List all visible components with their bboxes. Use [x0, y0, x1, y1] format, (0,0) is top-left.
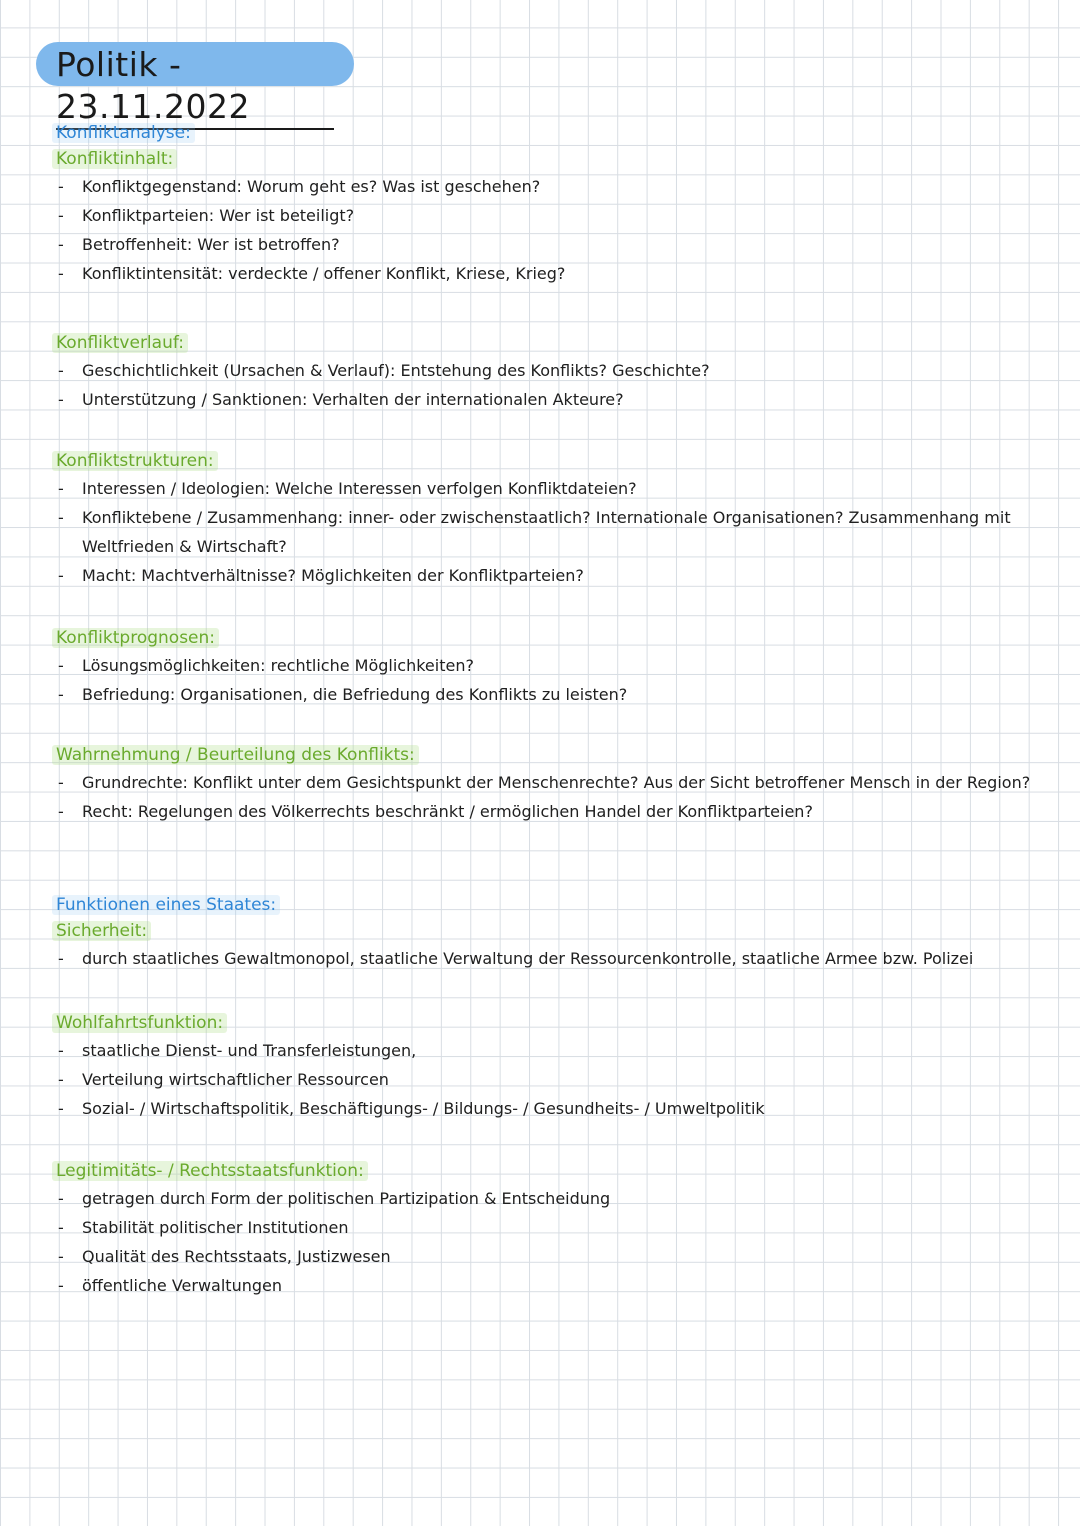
- list-item: - Qualität des Rechtsstaats, Justizwesen: [52, 1242, 1040, 1271]
- main-heading-funktionen: Funktionen eines Staates:: [52, 892, 1040, 918]
- page-title: Politik - 23.11.2022: [56, 44, 334, 130]
- section-konfliktprognosen: [52, 625, 1040, 709]
- section-konfliktverlauf: [52, 330, 1040, 414]
- list-item: - Konfliktintensität: verdeckte / offener Konflikt, Kriese, Krieg?: [52, 259, 1040, 288]
- list-item: - Geschichtlichkeit (Ursachen & Verlauf): Entstehung des Konflikts? Geschichte?: [52, 356, 1040, 385]
- list-item: - Konfliktparteien: Wer ist beteiligt?: [52, 201, 1040, 230]
- list-item: - Verteilung wirtschaftlicher Ressourcen: [52, 1065, 1040, 1094]
- list-konfliktstrukturen: [52, 474, 1040, 590]
- section-sicherheit: [52, 892, 1040, 973]
- title-block: [36, 42, 354, 126]
- list-item: - Betroffenheit: Wer ist betroffen?: [52, 230, 1040, 259]
- list-item: - durch staatliches Gewaltmonopol, staatliche Verwaltung der Ressourcenkontrolle, staatliche Armee bzw. Polizei: [52, 944, 1040, 973]
- list-wahrnehmung: [52, 768, 1040, 826]
- list-item: - Unterstützung / Sanktionen: Verhalten der internationalen Akteure?: [52, 385, 1040, 414]
- list-item: - Recht: Regelungen des Völkerrechts beschränkt / ermöglichen Handel der Konfliktparteien?: [52, 797, 1040, 826]
- list-rechtsstaatsfunktion: [52, 1184, 1040, 1300]
- list-konfliktprognosen: [52, 651, 1040, 709]
- list-item: - Interessen / Ideologien: Welche Interessen verfolgen Konfliktdateien?: [52, 474, 1040, 503]
- section-rechtsstaatsfunktion: [52, 1158, 1040, 1300]
- section-wohlfahrtsfunktion: [52, 1010, 1040, 1123]
- main-heading-konfliktanalyse: Konfliktanalyse:: [52, 120, 1040, 146]
- section-konfliktinhalt: [52, 120, 1040, 288]
- list-item: - öffentliche Verwaltungen: [52, 1271, 1040, 1300]
- list-item: - Stabilität politischer Institutionen: [52, 1213, 1040, 1242]
- list-item: - Sozial- / Wirtschaftspolitik, Beschäftigungs- / Bildungs- / Gesundheits- / Umweltpolitik: [52, 1094, 1040, 1123]
- list-item: - Macht: Machtverhältnisse? Möglichkeiten der Konfliktparteien?: [52, 561, 1040, 590]
- sub-heading-konfliktinhalt: Konfliktinhalt:: [52, 146, 1040, 172]
- section-wahrnehmung: [52, 742, 1040, 826]
- sub-heading-konfliktverlauf: Konfliktverlauf:: [52, 330, 1040, 356]
- title-highlight: [36, 42, 354, 126]
- list-item: - Konfliktgegenstand: Worum geht es? Was ist geschehen?: [52, 172, 1040, 201]
- sub-heading-rechtsstaatsfunktion: Legitimitäts- / Rechtsstaatsfunktion:: [52, 1158, 1040, 1184]
- list-item: - Lösungsmöglichkeiten: rechtliche Möglichkeiten?: [52, 651, 1040, 680]
- list-konfliktinhalt: [52, 172, 1040, 288]
- list-item: - Grundrechte: Konflikt unter dem Gesichtspunkt der Menschenrechte? Aus der Sicht betroffener Mensch in der Region?: [52, 768, 1040, 797]
- list-sicherheit: [52, 944, 1040, 973]
- list-konfliktverlauf: [52, 356, 1040, 414]
- section-konfliktstrukturen: [52, 448, 1040, 590]
- list-item: - Befriedung: Organisationen, die Befriedung des Konflikts zu leisten?: [52, 680, 1040, 709]
- sub-heading-konfliktprognosen: Konfliktprognosen:: [52, 625, 1040, 651]
- sub-heading-sicherheit: Sicherheit:: [52, 918, 1040, 944]
- sub-heading-konfliktstrukturen: Konfliktstrukturen:: [52, 448, 1040, 474]
- list-item: - Konfliktebene / Zusammenhang: inner- oder zwischenstaatlich? Internationale Organisationen? Zusammenhang mit Weltfrieden & Wirtschaft?: [52, 503, 1040, 561]
- list-item: - getragen durch Form der politischen Partizipation & Entscheidung: [52, 1184, 1040, 1213]
- list-item: - staatliche Dienst- und Transferleistungen,: [52, 1036, 1040, 1065]
- sub-heading-wohlfahrtsfunktion: Wohlfahrtsfunktion:: [52, 1010, 1040, 1036]
- sub-heading-wahrnehmung: Wahrnehmung / Beurteilung des Konflikts:: [52, 742, 1040, 768]
- list-wohlfahrtsfunktion: [52, 1036, 1040, 1123]
